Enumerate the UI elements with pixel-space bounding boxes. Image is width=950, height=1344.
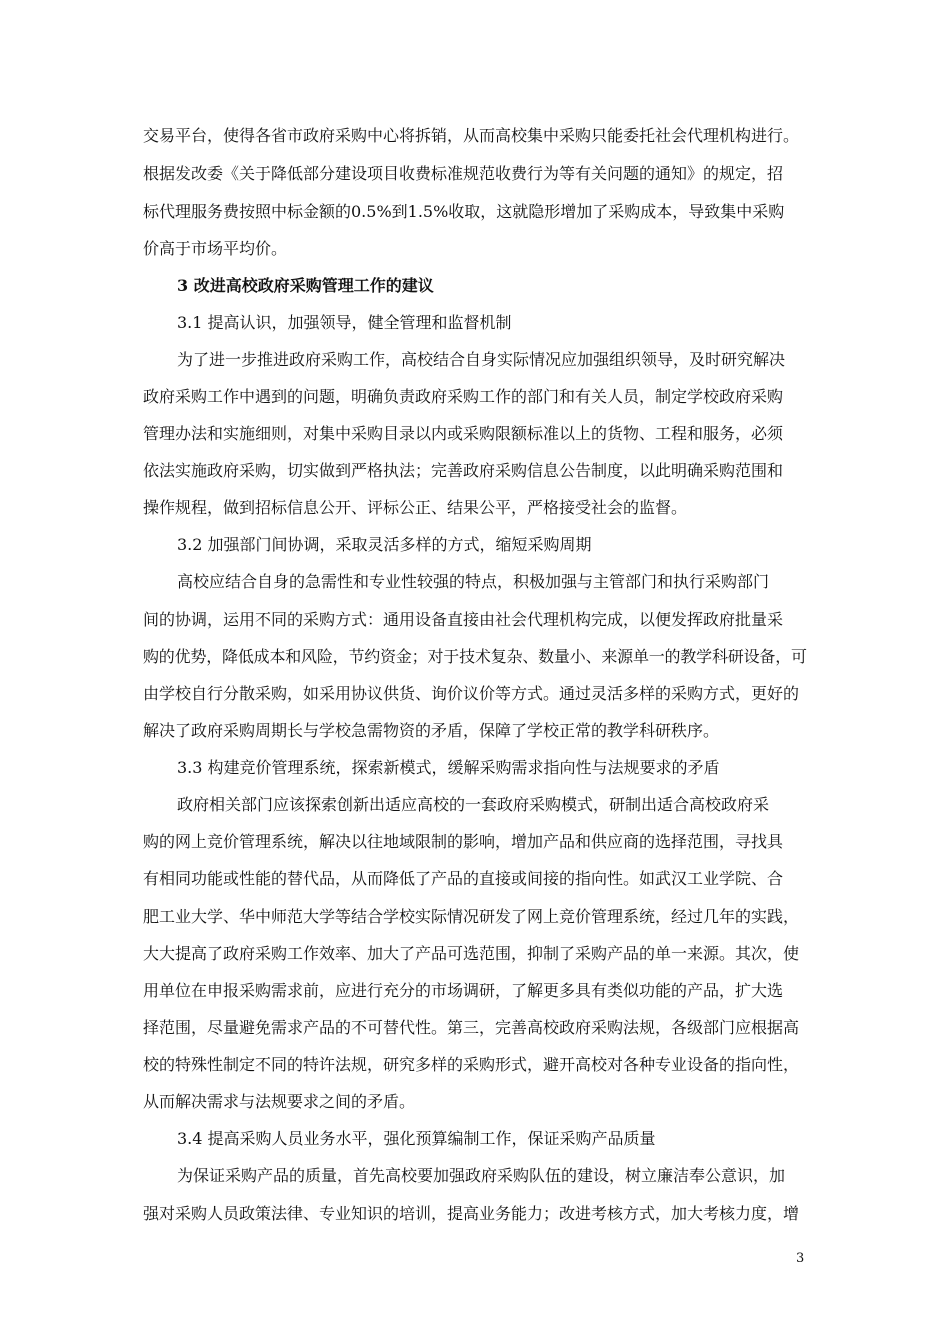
body-line: 操作规程，做到招标信息公开、评标公正、结果公平，严格接受社会的监督。 — [143, 498, 688, 517]
body-line: 择范围，尽量避免需求产品的不可替代性。第三，完善高校政府采购法规，各级部门应根据高 — [143, 1018, 800, 1037]
body-line: 价高于市场平均价。 — [143, 239, 288, 258]
subsection-heading: 3.1 提高认识，加强领导，健全管理和监督机制 — [177, 313, 512, 332]
body-line: 交易平台，使得各省市政府采购中心将拆销，从而高校集中采购只能委托社会代理机构进行。 — [143, 126, 800, 145]
body-line: 政府相关部门应该探索创新出适应高校的一套政府采购模式，研制出适合高校政府采 — [177, 795, 770, 814]
body-line: 由学校自行分散采购，如采用协议供货、询价议价等方式。通过灵活多样的采购方式，更好的 — [143, 684, 800, 703]
body-line: 根据发改委《关于降低部分建设项目收费标准规范收费行为等有关问题的通知》的规定，招 — [143, 164, 784, 183]
subsection-heading: 3.3 构建竞价管理系统，探索新模式，缓解采购需求指向性与法规要求的矛盾 — [177, 758, 720, 777]
body-line: 依法实施政府采购，切实做到严格执法；完善政府采购信息公告制度，以此明确采购范围和 — [143, 461, 784, 480]
body-line: 政府采购工作中遇到的问题，明确负责政府采购工作的部门和有关人员，制定学校政府采购 — [143, 387, 784, 406]
body-line: 解决了政府采购周期长与学校急需物资的矛盾，保障了学校正常的教学科研秩序。 — [143, 721, 720, 740]
body-line: 高校应结合自身的急需性和专业性较强的特点，积极加强与主管部门和执行采购部门 — [177, 572, 770, 591]
page-number: 3 — [796, 1251, 805, 1266]
body-line: 为保证采购产品的质量，首先高校要加强政府采购队伍的建设，树立廉洁奉公意识，加 — [177, 1166, 786, 1185]
body-line: 标代理服务费按照中标金额的0.5%到1.5%收取，这就隐形增加了采购成本，导致集中采购 — [143, 202, 785, 221]
body-line: 肥工业大学、华中师范大学等结合学校实际情况研发了网上竞价管理系统，经过几年的实践， — [143, 907, 800, 926]
body-line: 管理办法和实施细则，对集中采购目录以内或采购限额标准以上的货物、工程和服务，必须 — [143, 424, 784, 443]
body-line: 购的网上竞价管理系统，解决以往地域限制的影响，增加产品和供应商的选择范围，寻找具 — [143, 832, 784, 851]
body-line: 购的优势，降低成本和风险，节约资金；对于技术复杂、数量小、来源单一的教学科研设备，可 — [143, 647, 807, 666]
subsection-heading: 3.2 加强部门间协调，采取灵活多样的方式，缩短采购周期 — [177, 535, 592, 554]
body-line: 强对采购人员政策法律、专业知识的培训，提高业务能力；改进考核方式，加大考核力度，增 — [143, 1204, 800, 1223]
body-line: 大大提高了政府采购工作效率、加大了产品可选范围，抑制了采购产品的单一来源。其次，使 — [143, 944, 800, 963]
body-line: 用单位在申报采购需求前，应进行充分的市场调研，了解更多具有类似功能的产品，扩大选 — [143, 981, 784, 1000]
body-line: 间的协调，运用不同的采购方式：通用设备直接由社会代理机构完成，以便发挥政府批量采 — [143, 610, 784, 629]
body-line: 从而解决需求与法规要求之间的矛盾。 — [143, 1092, 416, 1111]
body-line: 校的特殊性制定不同的特许法规，研究多样的采购形式，避开高校对各种专业设备的指向性， — [143, 1055, 800, 1074]
body-line: 为了进一步推进政府采购工作，高校结合自身实际情况应加强组织领导，及时研究解决 — [177, 350, 786, 369]
section-heading: 3 改进高校政府采购管理工作的建议 — [177, 276, 434, 295]
subsection-heading: 3.4 提高采购人员业务水平，强化预算编制工作，保证采购产品质量 — [177, 1129, 656, 1148]
body-line: 有相同功能或性能的替代品，从而降低了产品的直接或间接的指向性。如武汉工业学院、合 — [143, 869, 784, 888]
